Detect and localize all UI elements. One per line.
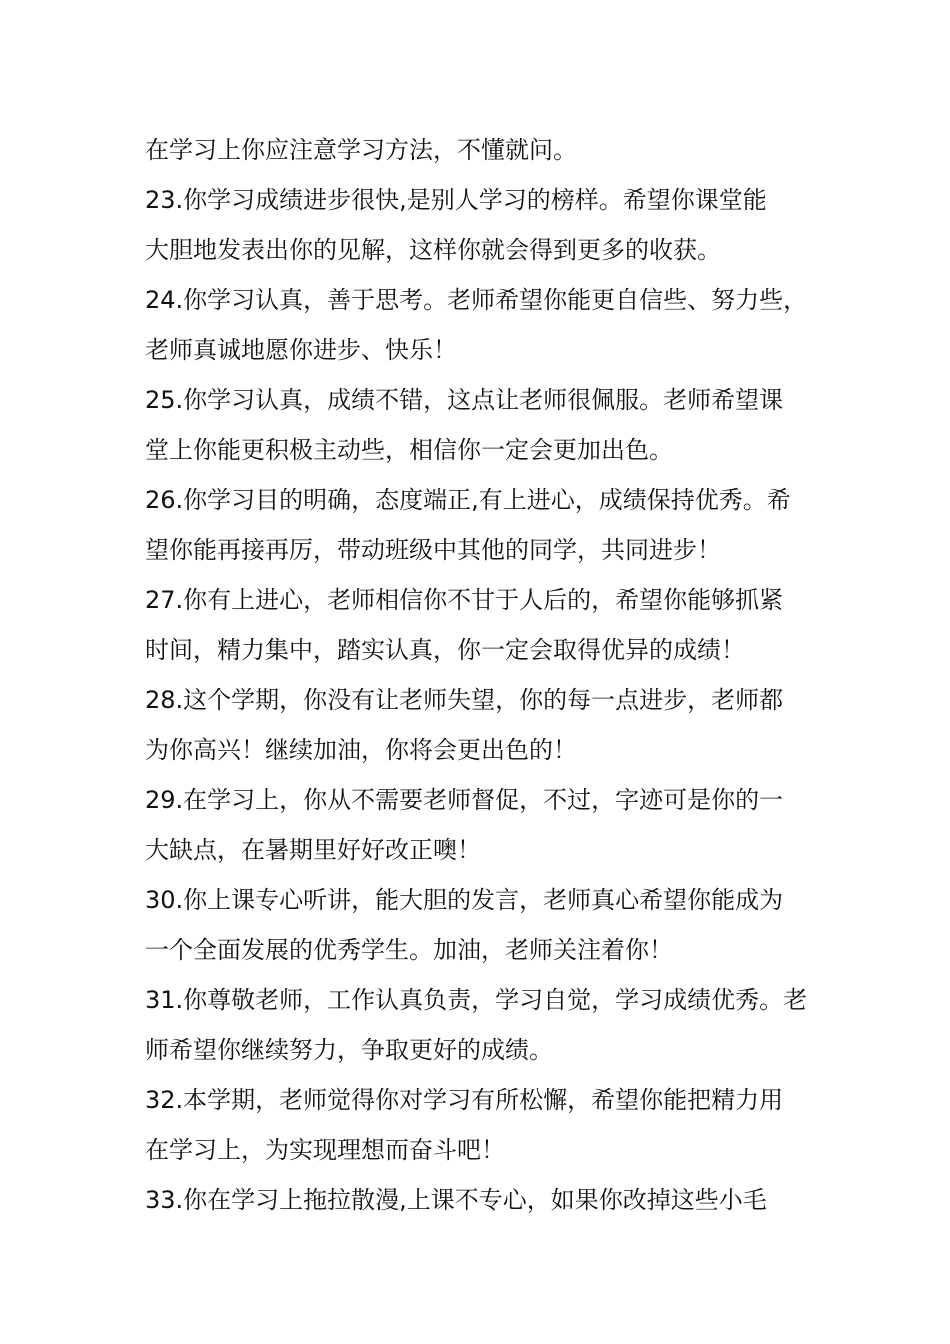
- text-line: 31.你尊敬老师，工作认真负责，学习自觉，学习成绩优秀。老: [145, 986, 808, 1014]
- text-line: 28.这个学期，你没有让老师失望，你的每一点进步，老师都: [145, 686, 784, 714]
- text-line: 在学习上你应注意学习方法，不懂就问。: [145, 136, 577, 164]
- document-body: [145, 125, 810, 1225]
- text-line: 在学习上，为实现理想而奋斗吧！: [145, 1136, 505, 1164]
- text-line: 32.本学期，老师觉得你对学习有所松懈，希望你能把精力用: [145, 1086, 784, 1114]
- text-line: 望你能再接再厉，带动班级中其他的同学，共同进步！: [145, 536, 721, 564]
- text-line: 25.你学习认真，成绩不错，这点让老师很佩服。老师希望课: [145, 386, 784, 414]
- text-line: 为你高兴！继续加油，你将会更出色的！: [145, 736, 577, 764]
- text-line: 23.你学习成绩进步很快,是别人学习的榜样。希望你课堂能: [145, 186, 767, 214]
- text-line: 大缺点，在暑期里好好改正噢！: [145, 836, 481, 864]
- text-line: 堂上你能更积极主动些，相信你一定会更加出色。: [145, 436, 673, 464]
- text-line: 大胆地发表出你的见解，这样你就会得到更多的收获。: [145, 236, 721, 264]
- text-line: 时间，精力集中，踏实认真，你一定会取得优异的成绩！: [145, 636, 745, 664]
- text-line: 26.你学习目的明确，态度端正,有上进心，成绩保持优秀。希: [145, 486, 791, 514]
- text-line: 师希望你继续努力，争取更好的成绩。: [145, 1036, 553, 1064]
- text-line: 27.你有上进心，老师相信你不甘于人后的，希望你能够抓紧: [145, 586, 784, 614]
- text-line: 29.在学习上，你从不需要老师督促，不过，字迹可是你的一: [145, 786, 784, 814]
- text-line: 33.你在学习上拖拉散漫,上课不专心，如果你改掉这些小毛: [145, 1186, 767, 1214]
- text-line: 一个全面发展的优秀学生。加油，老师关注着你！: [145, 936, 673, 964]
- text-line: 老师真诚地愿你进步、快乐！: [145, 336, 457, 364]
- text-line: 30.你上课专心听讲，能大胆的发言，老师真心希望你能成为: [145, 886, 784, 914]
- text-line: 24.你学习认真，善于思考。老师希望你能更自信些、努力些，: [145, 286, 808, 314]
